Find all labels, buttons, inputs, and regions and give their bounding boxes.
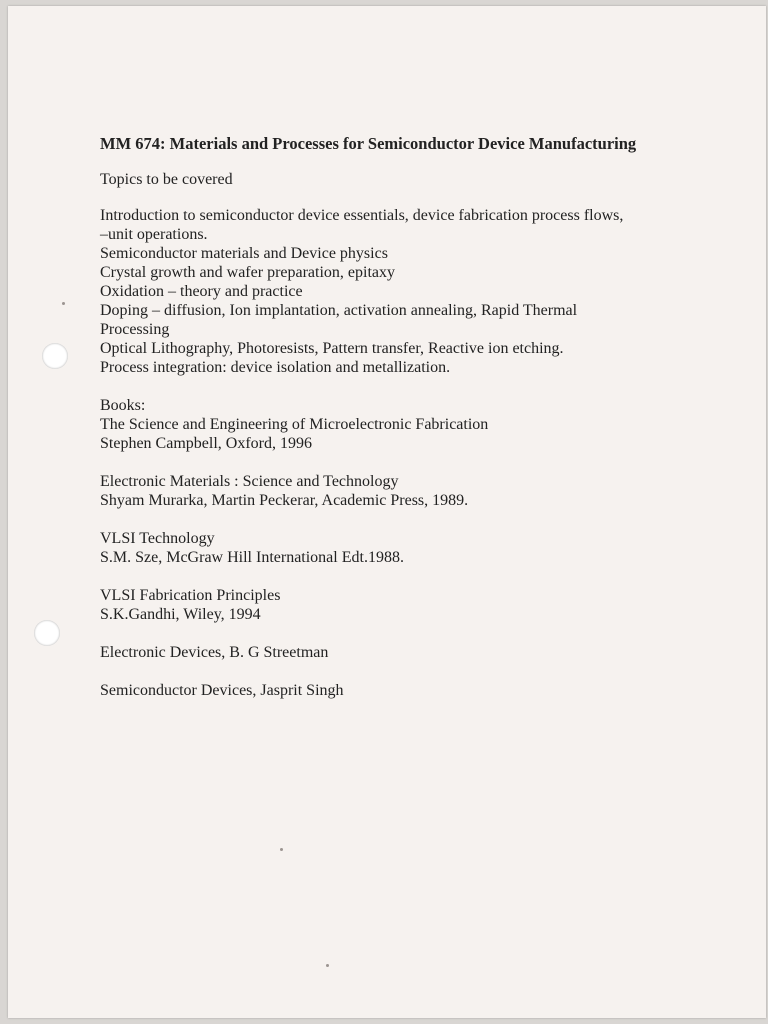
topic-line: Crystal growth and wafer preparation, epitaxy <box>100 264 396 281</box>
topic-line: –unit operations. <box>100 226 208 243</box>
topic-line: Process integration: device isolation and metallization. <box>100 359 451 376</box>
punch-hole <box>34 620 60 646</box>
scan-speck <box>62 302 65 305</box>
book-title: Semiconductor Devices, Jasprit Singh <box>100 682 344 699</box>
book-details: Shyam Murarka, Martin Peckerar, Academic Press, 1989. <box>100 492 469 509</box>
scanned-page <box>8 6 766 1018</box>
scan-speck <box>280 848 283 851</box>
scan-speck <box>326 964 329 967</box>
topics-list <box>100 206 740 377</box>
topic-line: Doping – diffusion, Ion implantation, activation annealing, Rapid Thermal <box>100 302 578 319</box>
topic-line: Semiconductor materials and Device physics <box>100 245 388 262</box>
book-details: Stephen Campbell, Oxford, 1996 <box>100 435 312 452</box>
book-title: VLSI Fabrication Principles <box>100 587 281 604</box>
book-entry <box>100 529 740 567</box>
topic-line: Oxidation – theory and practice <box>100 283 303 300</box>
topic-line: Processing <box>100 321 170 338</box>
book-title: VLSI Technology <box>100 530 215 547</box>
book-title: Electronic Devices, B. G Streetman <box>100 644 329 661</box>
book-title: Electronic Materials : Science and Technology <box>100 473 399 490</box>
punch-hole <box>42 343 68 369</box>
topics-heading: Topics to be covered <box>100 171 233 188</box>
topic-line: Optical Lithography, Photoresists, Pattern transfer, Reactive ion etching. <box>100 340 564 357</box>
book-entry <box>100 472 740 510</box>
book-title: The Science and Engineering of Microelectronic Fabrication <box>100 416 489 433</box>
topic-line: Introduction to semiconductor device essentials, device fabrication process flows, <box>100 207 624 224</box>
course-title: MM 674: Materials and Processes for Semiconductor Device Manufacturing <box>100 134 637 153</box>
book-entry <box>100 415 740 453</box>
book-details: S.K.Gandhi, Wiley, 1994 <box>100 606 261 623</box>
document-body <box>100 134 740 719</box>
books-heading: Books: <box>100 397 146 414</box>
book-entry <box>100 586 740 624</box>
book-entry <box>100 643 740 662</box>
book-details: S.M. Sze, McGraw Hill International Edt.1988. <box>100 549 404 566</box>
book-entry <box>100 681 740 700</box>
